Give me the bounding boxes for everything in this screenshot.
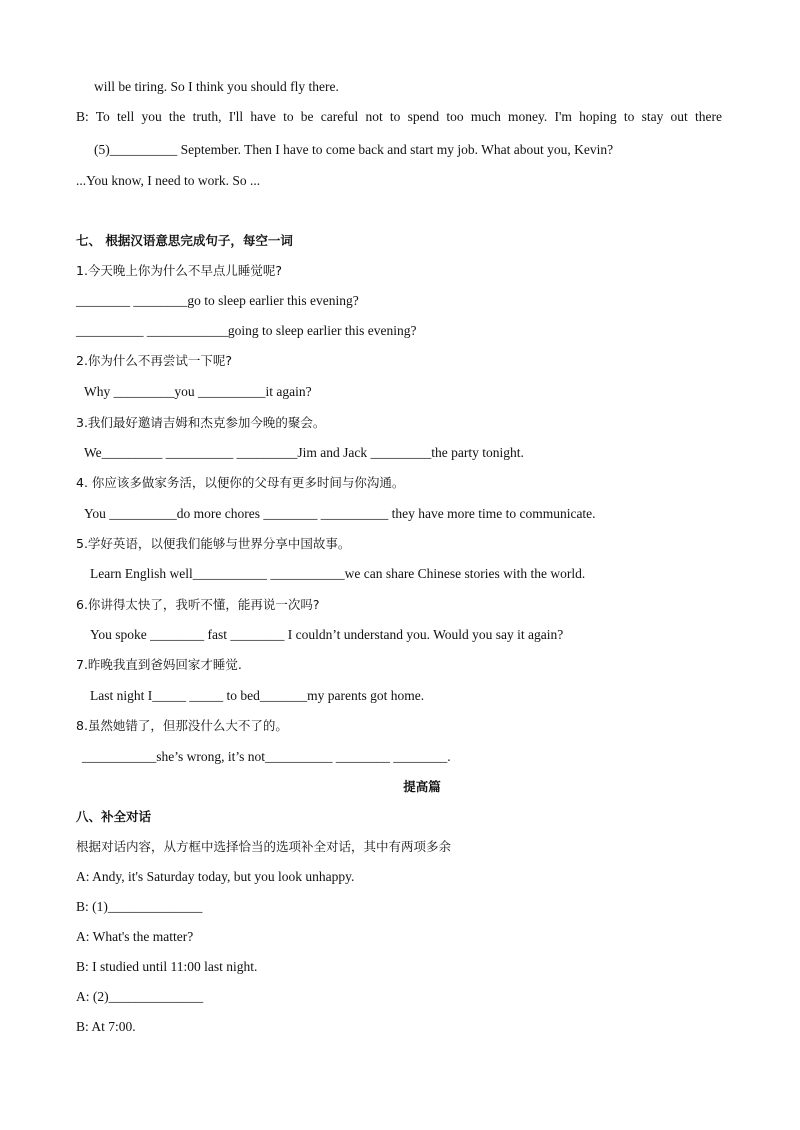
section-instruction: 根据对话内容，从方框中选择恰当的选项补全对话，其中有两项多余 [76, 839, 452, 854]
question-english: __________ ____________going to sleep earlier this evening? [76, 323, 417, 338]
dialogue-line: A: (2)______________ [76, 989, 204, 1004]
dialogue-line: B: At 7:00. [76, 1019, 136, 1034]
question-english: We_________ __________ _________Jim and Jack _________the party tonight. [84, 445, 524, 460]
question-chinese: 7.昨晚我直到爸妈回家才睡觉. [76, 657, 242, 672]
question-english: Last night I_____ _____ to bed_______my parents got home. [90, 688, 425, 703]
question-english: You spoke ________ fast ________ I couldn’t understand you. Would you say it again? [90, 627, 564, 642]
question-chinese: 6.你讲得太快了，我听不懂，能再说一次吗? [76, 597, 320, 612]
page-subtitle: 提高篇 [403, 779, 441, 794]
dialogue-line: B: To tell you the truth, I'll have to be careful not to spend too much money. I'm hoping to stay out there [76, 109, 722, 124]
question-english: ________ ________go to sleep earlier this evening? [76, 293, 359, 308]
dialogue-line: B: I studied until 11:00 last night. [76, 959, 258, 974]
question-english: ___________she’s wrong, it’s not__________ ________ ________. [82, 749, 451, 764]
question-english: Why _________you __________it again? [84, 384, 312, 399]
dialogue-line: (5)__________ September. Then I have to come back and start my job. What about you, Kevin? [94, 142, 614, 157]
dialogue-line: B: (1)______________ [76, 899, 203, 914]
dialogue-line: ...You know, I need to work. So ... [76, 173, 261, 188]
question-english: Learn English well___________ ___________we can share Chinese stories with the world. [90, 566, 586, 581]
question-chinese: 1.今天晚上你为什么不早点儿睡觉呢? [76, 263, 283, 278]
question-chinese: 3.我们最好邀请吉姆和杰克参加今晚的聚会。 [76, 415, 326, 430]
dialogue-line: A: Andy, it's Saturday today, but you look unhappy. [76, 869, 355, 884]
question-chinese: 5.学好英语，以便我们能够与世界分享中国故事。 [76, 536, 351, 551]
section-heading: 八、补全对话 [76, 809, 152, 824]
question-english: You __________do more chores ________ __________ they have more time to communicate. [84, 506, 596, 521]
section-heading: 七、 根据汉语意思完成句子，每空一词 [76, 233, 293, 248]
question-chinese: 2.你为什么不再尝试一下呢? [76, 353, 233, 368]
question-chinese: 8.虽然她错了，但那没什么大不了的。 [76, 718, 288, 733]
question-chinese: 4. 你应该多做家务活，以便你的父母有更多时间与你沟通。 [76, 475, 405, 490]
dialogue-line: will be tiring. So I think you should fly there. [94, 79, 339, 94]
dialogue-line: A: What's the matter? [76, 929, 194, 944]
